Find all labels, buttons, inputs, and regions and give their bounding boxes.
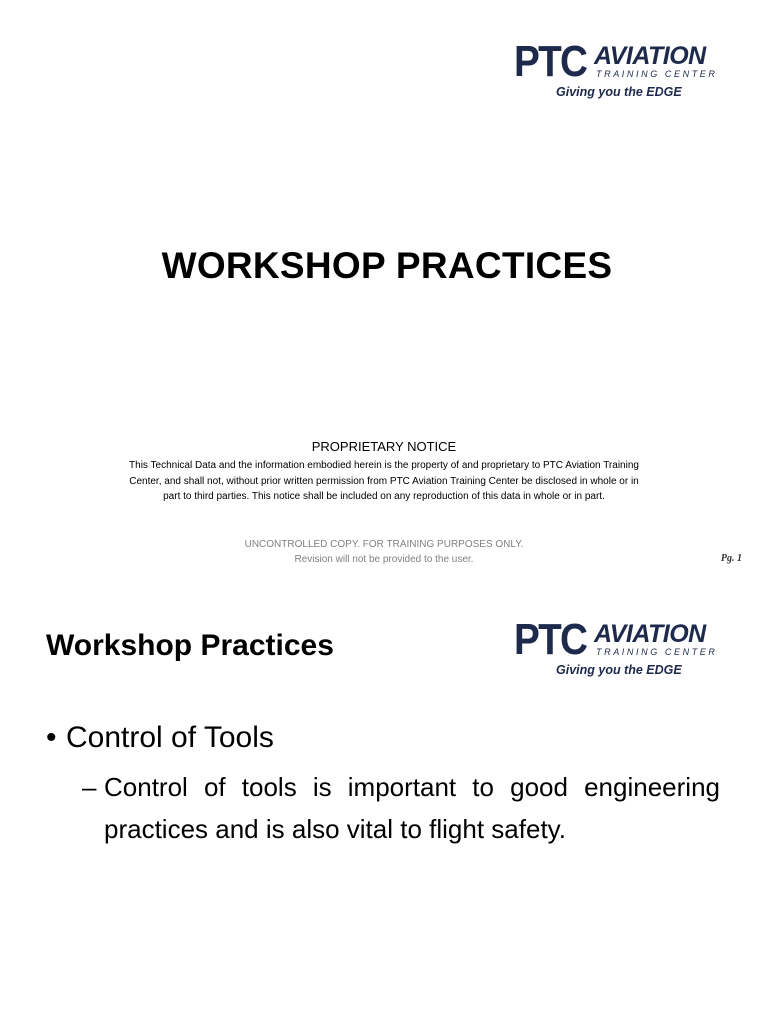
proprietary-notice-heading: PROPRIETARY NOTICE bbox=[311, 439, 457, 454]
logo-training-center-text: TRAINING CENTER bbox=[596, 69, 718, 79]
page-number: Pg. 1 bbox=[720, 553, 742, 564]
logo-aviation-text: AVIATION bbox=[594, 42, 706, 70]
logo-tagline: Giving you the EDGE bbox=[556, 663, 682, 677]
ptc-aviation-logo bbox=[514, 615, 734, 682]
slide-heading: Workshop Practices bbox=[46, 629, 334, 662]
ptc-aviation-logo bbox=[514, 37, 734, 104]
revision-notice-line: Revision will not be provided to the user. bbox=[294, 554, 474, 565]
sub-bullet-text: Control of tools is important to good engineering practices and is also vital to flight safety. bbox=[104, 772, 720, 844]
cover-title: WORKSHOP PRACTICES bbox=[161, 245, 613, 286]
bullet-control-of-tools bbox=[46, 718, 274, 758]
uncontrolled-copy-notice bbox=[0, 537, 768, 567]
sub-bullet-tool-control bbox=[82, 766, 720, 850]
sub-bullet-marker: – bbox=[82, 772, 97, 802]
bullet-marker: • bbox=[46, 721, 57, 754]
logo-tagline: Giving you the EDGE bbox=[556, 85, 682, 99]
content-slide bbox=[0, 590, 768, 1024]
logo-ptc-text: PTC bbox=[514, 37, 587, 86]
bullet-text: Control of Tools bbox=[66, 721, 274, 754]
logo-training-center-text: TRAINING CENTER bbox=[596, 647, 718, 657]
proprietary-notice-body: This Technical Data and the information embodied herein is the property of and proprietary to PTC Aviation Training Center, and shall not, without prior written permission from PTC Aviation Training Center be disclosed in whole or in part to third parties. This notice shall be included on any reproduction of this data in whole or in part. bbox=[129, 460, 639, 502]
logo-ptc-text: PTC bbox=[514, 615, 587, 664]
logo-aviation-text: AVIATION bbox=[594, 620, 706, 648]
uncontrolled-copy-line: UNCONTROLLED COPY. FOR TRAINING PURPOSES ONLY. bbox=[244, 539, 524, 550]
